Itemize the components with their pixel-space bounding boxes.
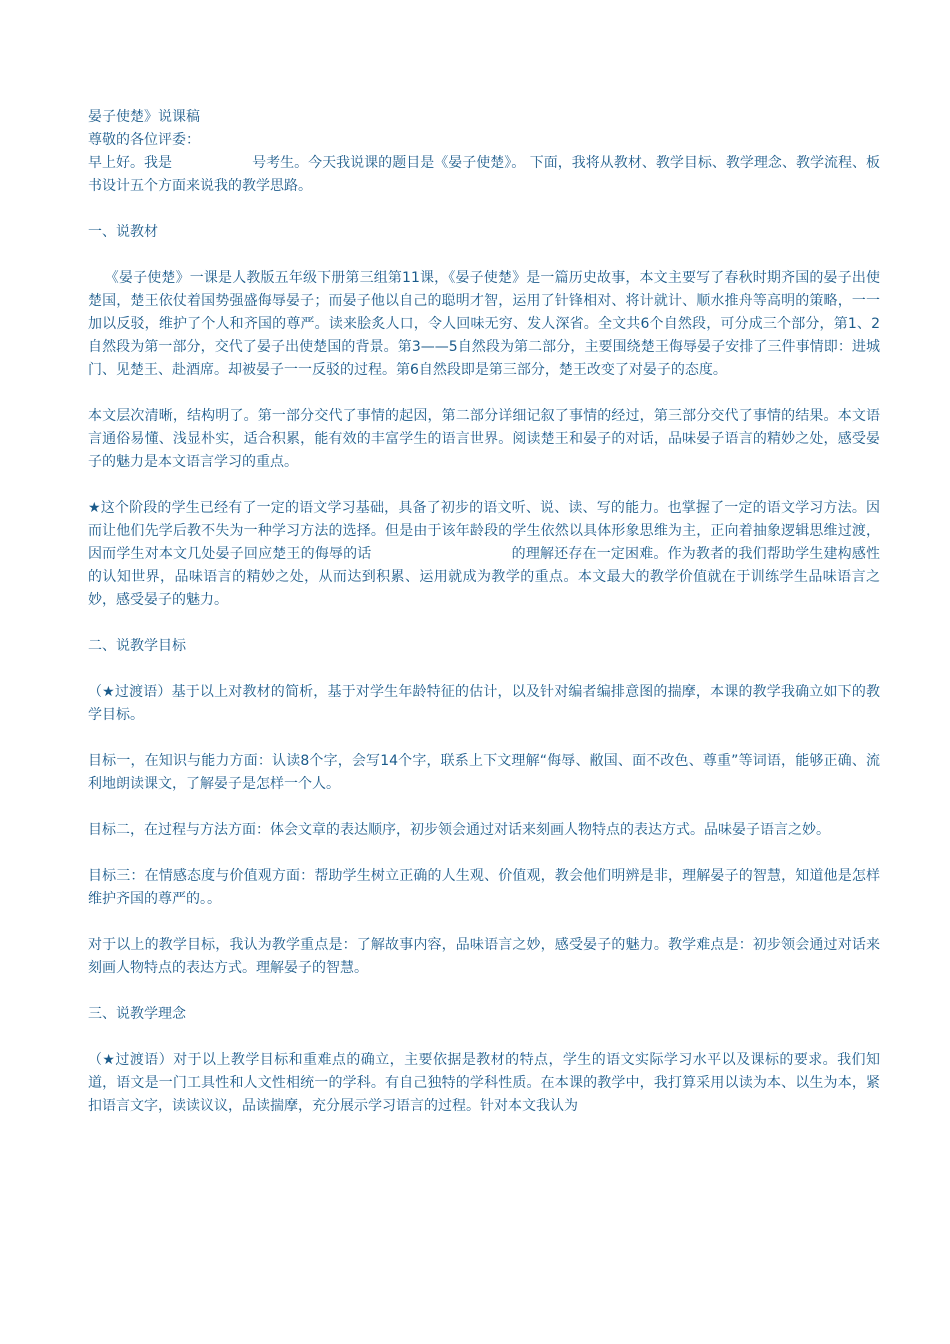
section-heading-materials: 一、说教材 (88, 224, 158, 240)
document-title: 晏子使楚》说课稿 (88, 109, 200, 125)
document-page (88, 106, 880, 1118)
section-heading-goals: 二、说教学目标 (88, 638, 186, 654)
intro-paragraph (88, 152, 880, 198)
goal-two-paragraph: 目标二，在过程与方法方面：体会文章的表达顺序，初步领会通过对话来刻画人物特点的表达方式。品味晏子语言之妙。 (88, 822, 830, 838)
philosophy-paragraph-1: （★过渡语）对于以上教学目标和重难点的确立，主要依据是教材的特点，学生的语文实际学习水平以及课标的要求。我们知道，语文是一门工具性和人文性相统一的学科。有自己独特的学科性质。在本课的教学中，我打算采用以读为本、以生为本，紧扣语言文字，读读议议，品读揣摩，充分展示学习语言的过程。针对本文我认为 (88, 1052, 880, 1114)
goal-three-paragraph: 目标三：在情感态度与价值观方面：帮助学生树立正确的人生观、价值观，教会他们明辨是非，理解晏子的智慧，知道他是怎样维护齐国的尊严的。。 (88, 868, 880, 907)
materials-paragraph-3 (88, 497, 880, 612)
intro-text-a: 早上好。我是 (88, 155, 173, 171)
section-heading-philosophy: 三、说教学理念 (88, 1006, 186, 1022)
materials-p3-text-b: 的理解还存在一定困难。作为教者的我们帮助学生建构感性的认知世界，品味语言的精妙之处，从而达到积累、运用就成为教学的重点。本文最大的教学价值就在于训练学生品味语言之妙，感受晏子的魅力。 (88, 546, 881, 608)
materials-paragraph-2: 本文层次清晰，结构明了。第一部分交代了事情的起因，第二部分详细记叙了事情的经过，第三部分交代了事情的结果。本文语言通俗易懂、浅显朴实，适合积累，能有效的丰富学生的语言世界。阅读楚王和晏子的对话，品味晏子语言的精妙之处，感受晏子的魅力是本文语言学习的重点。 (88, 408, 880, 470)
key-points-paragraph: 对于以上的教学目标，我认为教学重点是：了解故事内容，品味语言之妙，感受晏子的魅力。教学难点是：初步领会通过对话来刻画人物特点的表达方式。理解晏子的智慧。 (88, 937, 880, 976)
materials-paragraph-1: 《晏子使楚》一课是人教版五年级下册第三组第11课，《晏子使楚》是一篇历史故事，本文主要写了春秋时期齐国的晏子出使楚国，楚王依仗着国势强盛侮辱晏子；而晏子他以自己的聪明才智，运用了针锋相对、将计就计、顺水推舟等高明的策略，一一加以反驳，维护了个人和齐国的尊严。读来脍炙人口，令人回味无穷、发人深省。全文共6个自然段，可分成三个部分，第1、2自然段为第一部分，交代了晏子出使楚国的背景。第3——5自然段为第二部分，主要围绕楚王侮辱晏子安排了三件事情即：进城门、见楚王、赴酒席。却被晏子一一反驳的过程。第6自然段即是第三部分，楚王改变了对晏子的态度。 (88, 270, 880, 378)
salutation: 尊敬的各位评委： (88, 132, 200, 148)
goal-one-paragraph: 目标一，在知识与能力方面：认读8个字，会写14个字，联系上下文理解“侮辱、敝国、面不改色、尊重”等词语，能够正确、流利地朗读课文，了解晏子是怎样一个人。 (88, 753, 880, 792)
intro-text-b: 号考生。今天我说课的题目是《晏子使楚》。 下面，我将从教材、教学目标、教学理念、教学流程、板书设计五个方面来说我的教学思路。 (88, 155, 881, 194)
materials-p3-text-a: ★这个阶段的学生已经有了一定的语文学习基础，具备了初步的语文听、说、读、写的能力。也掌握了一定的语文学习方法。因而让他们先学后教不失为一种学习方法的选择。但是由于该年龄段的学生依然以具体形象思维为主，正向着抽象逻辑思维过渡，因而学生对本文几处晏子回应楚王的侮辱的话 (88, 500, 880, 562)
goals-transition-paragraph: （★过渡语）基于以上对教材的简析，基于对学生年龄特征的估计，以及针对编者编排意图的揣摩，本课的教学我确立如下的教学目标。 (88, 684, 880, 723)
